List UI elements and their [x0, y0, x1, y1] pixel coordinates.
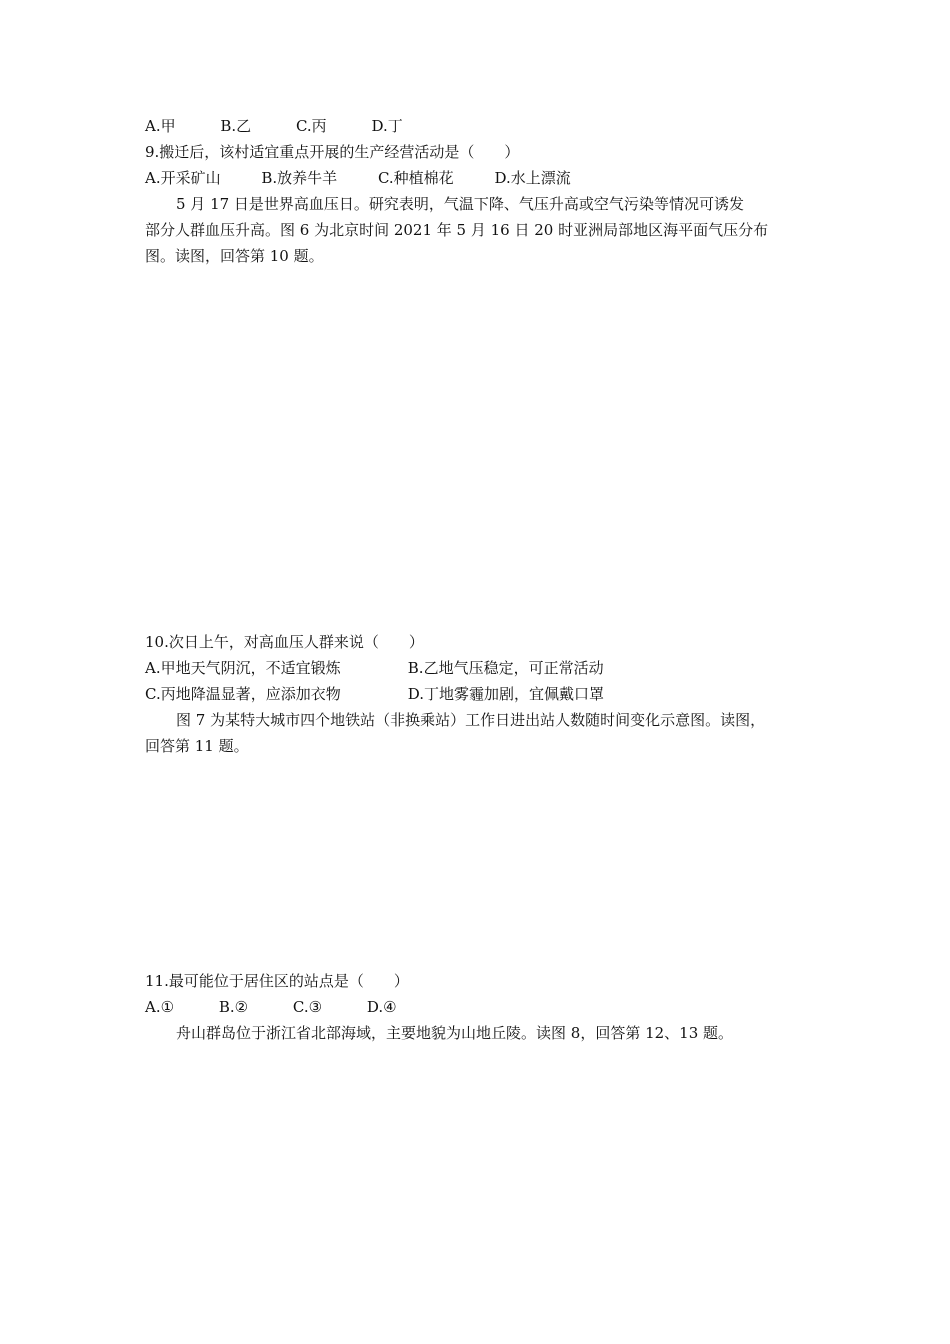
passage-10-line-1: 5 月 17 日是世界高血压日。研究表明，气温下降、气压升高或空气污染等情况可诱发 — [176, 195, 744, 213]
q8-option-a[interactable]: A.甲 — [145, 117, 176, 135]
q10-option-b[interactable]: B.乙地气压稳定，可正常活动 — [407, 659, 604, 677]
q10-options-row-2 — [145, 684, 604, 704]
figure-7-area — [145, 765, 805, 965]
q8-option-c[interactable]: C.丙 — [295, 117, 327, 135]
passage-11-line-1: 图 7 为某特大城市四个地铁站（非换乘站）工作日进出站人数随时间变化示意图。读图， — [176, 711, 766, 729]
figure-8-area — [145, 1055, 805, 1315]
q10-option-c[interactable]: C.丙地降温显著，应添加衣物 — [145, 685, 341, 703]
q9-option-c[interactable]: C.种植棉花 — [377, 169, 454, 187]
q11-option-a[interactable]: A.① — [145, 998, 175, 1016]
q9-options — [145, 168, 571, 188]
passage-10-line-2: 部分人群血压升高。图 6 为北京时间 2021 年 5 月 16 日 20 时亚洲局部地区海平面气压分布 — [145, 221, 769, 239]
q8-option-d[interactable]: D.丁 — [371, 117, 403, 135]
q11-option-d[interactable]: D.④ — [366, 998, 397, 1016]
q10-stem: 10.次日上午，对高血压人群来说（ ） — [145, 633, 424, 651]
figure-6-area — [145, 275, 805, 625]
q9-stem: 9.搬迁后，该村适宜重点开展的生产经营活动是（ ） — [145, 143, 520, 161]
q8-option-b[interactable]: B.乙 — [220, 117, 252, 135]
q9-option-d[interactable]: D.水上漂流 — [494, 169, 571, 187]
q11-option-b[interactable]: B.② — [218, 998, 249, 1016]
q11-stem: 11.最可能位于居住区的站点是（ ） — [145, 972, 409, 990]
q9-option-a[interactable]: A.开采矿山 — [145, 169, 221, 187]
q10-option-a[interactable]: A.甲地天气阴沉，不适宜锻炼 — [145, 659, 341, 677]
q8-options — [145, 116, 403, 136]
passage-10-line-3: 图。读图，回答第 10 题。 — [145, 247, 324, 265]
q9-option-b[interactable]: B.放养牛羊 — [261, 169, 338, 187]
q11-option-c[interactable]: C.③ — [292, 998, 323, 1016]
q10-option-d[interactable]: D.丁地雾霾加剧，宜佩戴口罩 — [407, 685, 605, 703]
passage-12-line-1: 舟山群岛位于浙江省北部海域，主要地貌为山地丘陵。读图 8，回答第 12、13 题。 — [176, 1024, 734, 1042]
q10-options-row-1 — [145, 658, 604, 678]
passage-11-line-2: 回答第 11 题。 — [145, 737, 249, 755]
q11-options — [145, 997, 397, 1017]
